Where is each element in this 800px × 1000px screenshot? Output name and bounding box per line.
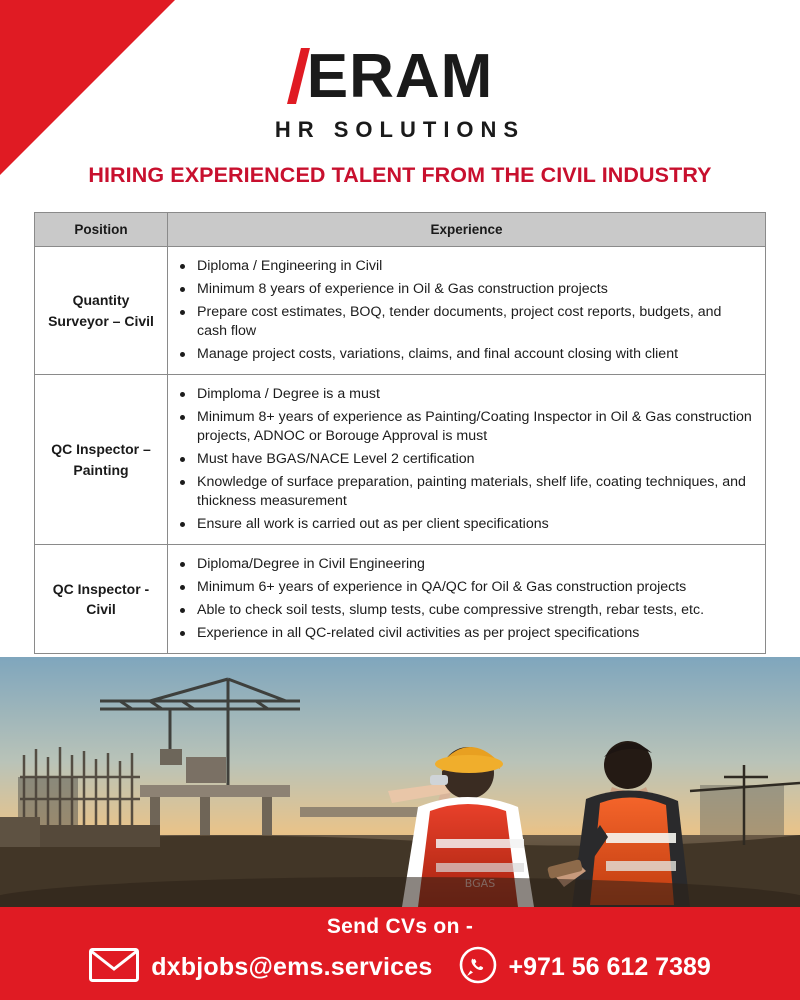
list-item: Knowledge of surface preparation, painting materials, shelf life, coating techniques, and thickness measurement (172, 473, 755, 512)
experience-cell (168, 375, 766, 545)
jobs-table-container (34, 212, 766, 654)
experience-cell (168, 545, 766, 654)
table-row (35, 545, 766, 654)
contact-row (0, 946, 800, 989)
requirements-list (172, 385, 755, 534)
list-item: Prepare cost estimates, BOQ, tender documents, project cost reports, budgets, and cash flow (172, 303, 755, 342)
jobs-table (34, 212, 766, 654)
column-header-experience: Experience (168, 213, 766, 247)
logo-wordmark (306, 42, 494, 111)
requirements-list (172, 257, 755, 364)
table-header-row (35, 213, 766, 247)
position-line: Quantity (72, 292, 130, 309)
footer-contact-bar (0, 907, 800, 1000)
position-cell (35, 247, 168, 375)
list-item: Must have BGAS/NACE Level 2 certification (172, 450, 755, 469)
email-contact[interactable] (89, 948, 432, 987)
position-line: QC Inspector – (51, 441, 151, 458)
construction-site-photo (0, 657, 800, 907)
position-line: QC Inspector - (52, 580, 150, 597)
list-item: Diploma / Engineering in Civil (172, 257, 755, 276)
position-line: Civil (86, 601, 116, 618)
position-cell (35, 375, 168, 545)
requirements-list (172, 555, 755, 643)
experience-cell (168, 247, 766, 375)
column-header-position: Position (35, 213, 168, 247)
photo-illustration (0, 657, 800, 907)
brand-logo (0, 42, 800, 143)
position-line: Painting (73, 461, 129, 478)
position-cell (35, 545, 168, 654)
email-text: dxbjobs@ems.services (151, 953, 433, 981)
table-row (35, 375, 766, 545)
page-title: HIRING EXPERIENCED TALENT FROM THE CIVIL INDUSTRY (88, 163, 712, 187)
list-item: Minimum 8 years of experience in Oil & Gas construction projects (172, 280, 755, 299)
phone-contact[interactable] (459, 946, 711, 989)
phone-text: +971 56 612 7389 (508, 953, 711, 981)
list-item: Minimum 6+ years of experience in QA/QC for Oil & Gas construction projects (172, 578, 755, 597)
list-item: Manage project costs, variations, claims, and final account closing with client (172, 345, 755, 364)
list-item: Experience in all QC-related civil activities as per project specifications (172, 624, 755, 643)
list-item: Dimploma / Degree is a must (172, 385, 755, 404)
logo-main-text: ERAM (306, 42, 494, 111)
list-item: Able to check soil tests, slump tests, cube compressive strength, rebar tests, etc. (172, 601, 755, 620)
list-item: Minimum 8+ years of experience as Painting/Coating Inspector in Oil & Gas construction projects, ADNOC or Borouge Approval is must (172, 408, 755, 447)
logo-subtitle: HR SOLUTIONS (274, 117, 526, 142)
footer-title: Send CVs on - (326, 915, 474, 938)
position-line: Surveyor – Civil (48, 312, 154, 329)
table-row (35, 247, 766, 375)
list-item: Diploma/Degree in Civil Engineering (172, 555, 755, 574)
whatsapp-icon (459, 946, 497, 989)
envelope-icon (89, 948, 139, 987)
list-item: Ensure all work is carried out as per client specifications (172, 515, 755, 534)
